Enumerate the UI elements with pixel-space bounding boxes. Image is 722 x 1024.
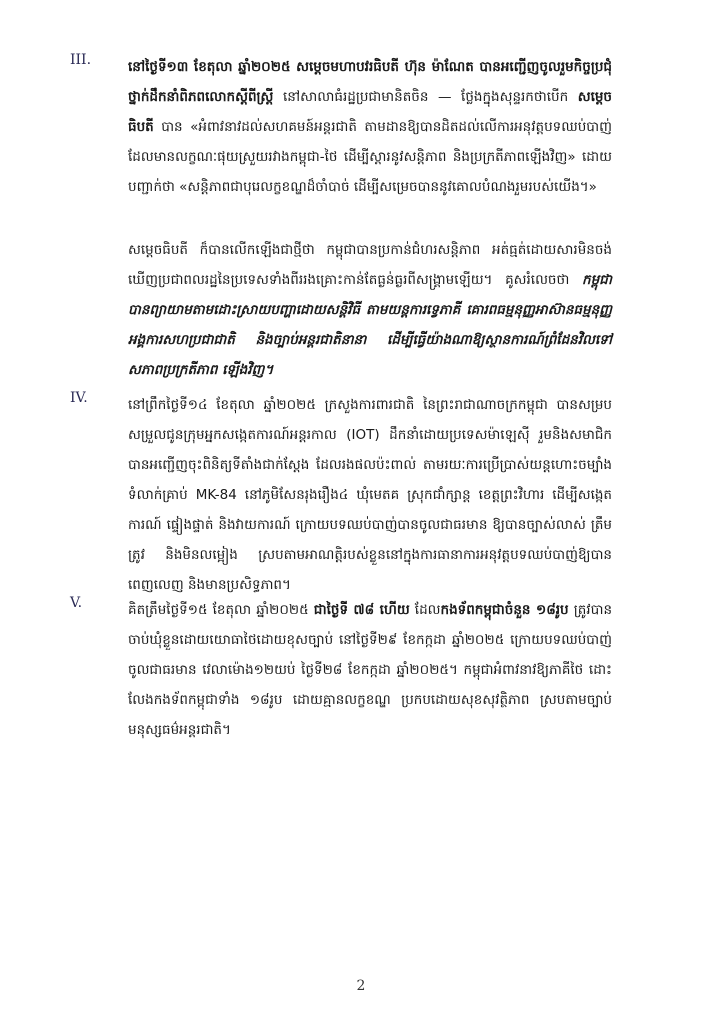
section-v-numeral: V. — [70, 595, 83, 611]
section-v-plain-1: គិតត្រឹមថ្ងៃទី១៥ ខែតុលា ឆ្នាំ២០២៥ — [128, 602, 314, 618]
section-v-text — [128, 595, 612, 745]
section-iii-bold-lead: នៅថ្ងៃទី១៣ ខែតុលា ឆ្នាំ២០២៥ សម្ដេចមហាបវរធិបតី ហ៊ុន ម៉ាណែត បានអញ្ជើញចូលរួមកិច្ចប្រជុំថ្នាក់ដឹកនាំពិភពលោកស្ដីពីស្ត្រី — [128, 59, 612, 105]
section-iii-paragraph-2 — [128, 235, 612, 378]
section-iii-bold-2: សម្ដេចធិបតី — [128, 89, 612, 135]
section-iii — [70, 52, 612, 232]
section-iii-plain-2: បាន «អំពាវនាវដល់សហគមន៍អន្តរជាតិ តាមដានឱ្យបានដិតដល់លើការអនុវត្តបទឈប់បាញ់ដែលមានលក្ខណៈផុយស្រួយរវាងកម្ពុជា-ថៃ ដើម្បីស្ដារនូវសន្តិភាព និងប្រក្រតីភាពឡើងវិញ» ដោយបញ្ជាក់ថា «សន្តិភាពជាបុរេលក្ខខណ្ឌដ៏ចាំបាច់ ដើម្បីសម្រេចបាននូវគោលបំណងរួមរបស់យើង។» — [128, 119, 612, 195]
section-iv-text: នៅព្រឹកថ្ងៃទី១៤ ខែតុលា ឆ្នាំ២០២៥ ក្រសួងការពារជាតិ នៃព្រះរាជាណាចក្រកម្ពុជា បានសម្របសម្រួលជូនក្រុមអ្នកសង្កេតការណ៍អន្តរកាល (IOT) ដឹកនាំដោយប្រទេសម៉ាឡេស៊ី រួមនិងសមាជិក បានអញ្ជើញចុះពិនិត្យទីតាំងជាក់ស្ដែង ដែលរងផលប៉ះពាល់ តាមរយៈការប្រើប្រាស់យន្តហោះចម្បាំងទំលាក់គ្រាប់ MK-84 នៅភូមិសែនរុងរឿង៤ ឃុំមេតគ ស្រុកជាំក្សាន្ត ខេត្តព្រះវិហារ ដើម្បីសង្កេតការណ៍ ផ្ទៀងផ្ទាត់ និងវាយការណ៍ ក្រោយបទឈប់បាញ់បានចូលជាធរមាន ឱ្យបានច្បាស់លាស់ ត្រឹមត្រូវ និងមិនលម្អៀង ស្របតាមអាណត្តិរបស់ខ្លួននៅក្នុងការធានាការអនុវត្តបទឈប់បាញ់ឱ្យបានពេញលេញ និងមានប្រសិទ្ធភាព។ — [128, 397, 612, 593]
section-iii-p2-bold-italic: កម្ពុជាបានព្យាយាមតាមដោះស្រាយបញ្ហាដោយសន្តិវិធី តាមយន្តការទ្វេភាគី គោរពធម្មនុញ្ញអាស៊ានធម្មនុញ្ញអង្គការសហប្រជាជាតិ និងច្បាប់អន្តរជាតិនានា ដើម្បីធ្វើយ៉ាងណាឱ្យស្ថានការណ៍ព្រំដែនវិលទៅសភាពប្រក្រតីភាព ឡើងវិញ។ — [128, 272, 612, 378]
section-v-plain-3: ត្រូវបានចាប់ឃុំខ្លួនដោយយោធាថៃដោយខុសច្បាប់ នៅថ្ងៃទី២៩ ខែកក្កដា ឆ្នាំ២០២៥ ក្រោយបទឈប់បាញ់ចូលជាធរមាន វេលាម៉ោង១២យប់ ថ្ងៃទី២៨ ខែកក្កដា ឆ្នាំ២០២៥។ កម្ពុជាអំពាវនាវឱ្យភាគីថៃ ដោះលែងកងទ័ពកម្ពុជាទាំង ១៨រូប ដោយគ្មានលក្ខខណ្ឌ ប្រកបដោយសុខសុវត្ថិភាព ស្របតាមច្បាប់មនុស្សធម៌អន្តរជាតិ។ — [128, 602, 613, 738]
section-iii-plain-1: នៅសាលាធំរដ្ឋប្រជាមានិតចិន — ថ្លែងក្នុងសុន្ទរកថាបើក — [273, 89, 578, 105]
section-v-bold-2: កងទ័ពកម្ពុជាចំនួន ១៨រូប — [440, 602, 569, 618]
section-v-plain-2: ដែល — [409, 602, 441, 618]
section-iv — [70, 390, 612, 593]
section-iii-numeral: III. — [70, 52, 92, 68]
section-iii-p2-plain: សម្ដេចធិបតី ក៏បានលើកឡើងជាថ្មីថា កម្ពុជាបានប្រកាន់ជំហរសន្តិភាព អត់ធ្មត់ដោយសារមិនចង់ឃើញប្រជាពលរដ្ឋនៃប្រទេសទាំងពីររងគ្រោះកាន់តែធ្ងន់ធ្ងរពីសង្គ្រាមឡើយ។ គូសរំលេចថា — [128, 242, 612, 288]
section-v — [70, 595, 613, 738]
page-number: 2 — [356, 978, 366, 994]
section-iv-numeral: IV. — [70, 390, 88, 406]
section-v-bold-1: ជាថ្ងៃទី ៧៨ ហើយ — [313, 602, 410, 618]
section-iii-text — [128, 52, 612, 202]
